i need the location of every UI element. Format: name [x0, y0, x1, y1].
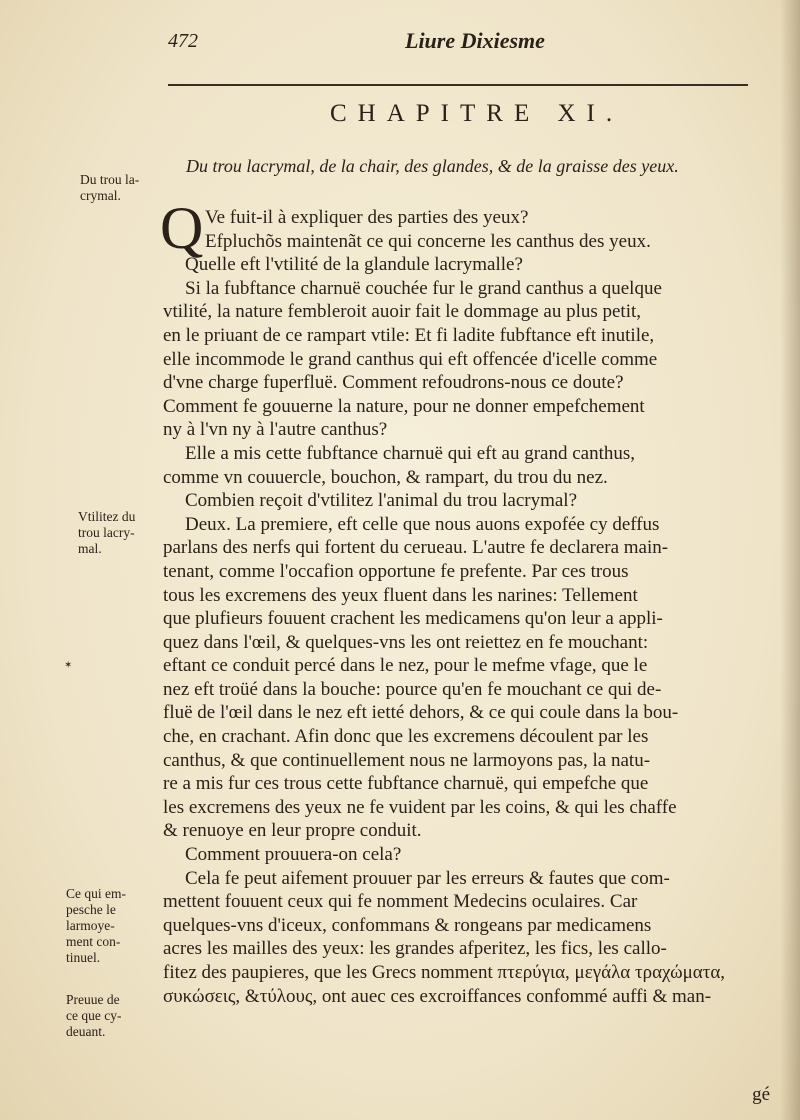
text-line: fluë de l'œil dans le nez eft ietté dehors, & ce qui coule dans la bou-	[163, 702, 679, 724]
text-line: tenant, comme l'occafion opportune fe prefente. Par ces trous	[163, 560, 629, 582]
text-line: che, en crachant. Afin donc que les excremens découlent par les	[163, 726, 649, 748]
ink-mark: ✶	[64, 660, 73, 671]
text-line: Quelle eft l'vtilité de la glandule lacrymalle?	[185, 254, 523, 276]
text-line: Ve fuit-il à expliquer des parties des yeux?	[205, 207, 529, 228]
body-text	[163, 206, 778, 1008]
text-line: eftant ce conduit percé dans le nez, pour le mefme vfage, que le	[163, 655, 648, 677]
header-rule	[168, 84, 748, 86]
text-line: que plufieurs fouuent crachent les medicamens qu'on leur a appli-	[163, 608, 663, 630]
margin-note-trou-lacrymal: Du trou la- crymal.	[80, 172, 140, 203]
text-line: parlans des nerfs qui fortent du cerueau. L'autre fe declarera main-	[163, 537, 669, 559]
text-line: vtilité, la nature fembleroit auoir fait le dommage au plus petit,	[163, 301, 642, 323]
page-number: 472	[168, 30, 198, 52]
text-line: & renuoye en leur propre conduit.	[163, 820, 422, 842]
text-line: συκώσεις, &τύλους, ont auec ces excroiffances confommé auffi & man-	[163, 985, 712, 1007]
text-line: nez eft troüé dans la bouche: pource qu'en fe mouchant ce qui de-	[163, 678, 662, 700]
text-line: en le priuant de ce rampart vtile: Et fi ladite fubftance eft inutile,	[163, 324, 655, 346]
text-line: Efpluchõs maintenãt ce qui concerne les canthus des yeux.	[205, 230, 651, 252]
text-line: mettent fouuent ceux qui fe nomment Medecins oculaires. Car	[163, 891, 638, 913]
text-line: ny à l'vn ny à l'autre canthus?	[163, 419, 388, 441]
text-line: Comment fe gouuerne la nature, pour ne donner empefchement	[163, 395, 645, 417]
margin-note-preuue: Preuue de ce que cy- deuant.	[66, 992, 122, 1039]
margin-note-vtilitez: Vtilitez du trou lacry- mal.	[78, 509, 136, 556]
text-line: Deux. La premiere, eft celle que nous auons expofée cy deffus	[185, 513, 660, 535]
chapter-title: CHAPITRE XI.	[330, 100, 624, 127]
text-line: Si la fubftance charnuë couchée fur le grand canthus a quelque	[185, 277, 662, 299]
text-line: les excremens des yeux ne fe vuident par les coins, & qui les chaffe	[163, 796, 677, 818]
text-line: re a mis fur ces trous cette fubftance charnuë, qui empefche que	[163, 773, 649, 795]
text-line: Combien reçoit d'vtilitez l'animal du trou lacrymal?	[185, 490, 578, 512]
text-line: acres les mailles des yeux: les grandes afperitez, les fics, les callo-	[163, 938, 667, 960]
text-line: fitez des paupieres, que les Grecs nomment πτερύγια, μεγάλα τραχώματα,	[163, 962, 726, 983]
text-line: Comment prouuera-on cela?	[185, 844, 402, 866]
text-line: canthus, & que continuellement nous ne larmoyons pas, la natu-	[163, 749, 651, 771]
text-line: d'vne charge fuperfluë. Comment refoudrons-nous ce doute?	[163, 372, 624, 394]
margin-note-larmoyement: Ce qui em- pesche le larmoye- ment con- tinuel.	[66, 886, 126, 965]
chapter-subtitle: Du trou lacrymal, de la chair, des glandes, & de la graisse des yeux.	[186, 156, 679, 176]
page-header	[0, 28, 800, 58]
text-line: Elle a mis cette fubftance charnuë qui eft au grand canthus,	[185, 442, 635, 464]
page-edge-shadow	[780, 0, 800, 1120]
catchword: gé	[752, 1084, 770, 1105]
text-line: comme vn couuercle, bouchon, & rampart, du trou du nez.	[163, 466, 608, 488]
text-line: tous les excremens des yeux fluent dans les narines: Tellement	[163, 584, 638, 606]
text-line: quez dans l'œil, & quelques-vns les ont reiettez en fe mouchant:	[163, 631, 649, 653]
text-line: elle incommode le grand canthus qui eft offencée d'icelle comme	[163, 348, 658, 370]
text-line: quelques-vns d'iceux, confommans & rongeans par medicamens	[163, 914, 652, 936]
text-line: Cela fe peut aifement prouuer par les erreurs & fautes que com-	[185, 867, 670, 889]
running-head: Liure Dixiesme	[405, 28, 545, 53]
drop-cap: Q	[160, 195, 204, 261]
